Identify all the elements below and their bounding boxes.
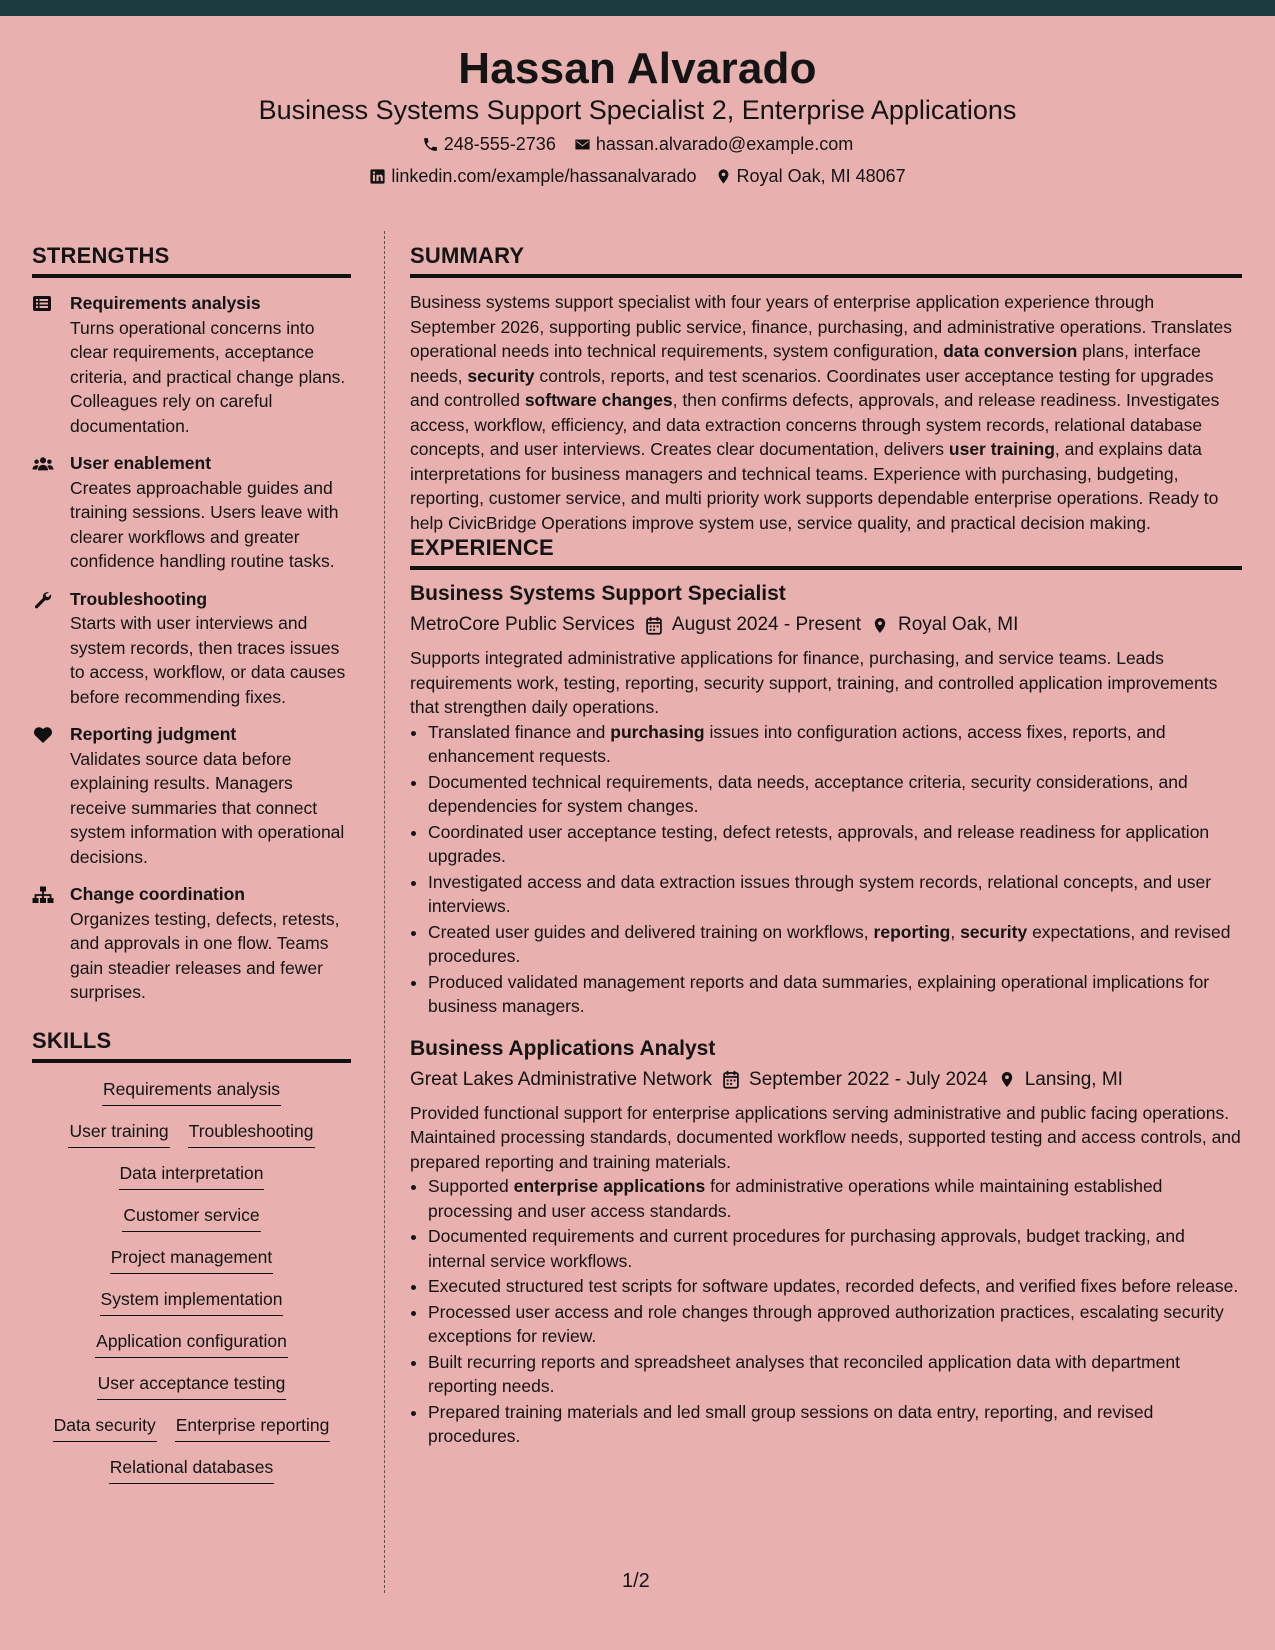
map-pin-icon bbox=[998, 1070, 1016, 1089]
emphasis-text: user training bbox=[948, 439, 1055, 459]
strength-item bbox=[32, 451, 351, 574]
skill-tag: Relational databases bbox=[109, 1455, 274, 1484]
map-pin-icon bbox=[715, 168, 732, 185]
strength-desc: Organizes testing, defects, retests, and approvals in one flow. Teams gain steadier releases and fewer surprises. bbox=[70, 908, 340, 1002]
job-entry bbox=[410, 1035, 1242, 1449]
column-divider bbox=[384, 231, 385, 1593]
job-bullet bbox=[428, 920, 1242, 969]
left-column bbox=[32, 243, 351, 1497]
emphasis-text: software changes bbox=[524, 390, 673, 410]
strength-desc: Turns operational concerns into clear requirements, acceptance criteria, and practical change plans. Colleagues rely on careful documentation. bbox=[70, 317, 346, 436]
emphasis-text: security bbox=[467, 365, 535, 386]
job-bullet bbox=[428, 1174, 1242, 1223]
calendar-icon bbox=[722, 1070, 740, 1089]
job-bullet bbox=[428, 720, 1242, 769]
text-run: Prepared training materials and led small group sessions on data entry, reporting, and revised procedures. bbox=[428, 1401, 1154, 1446]
map-pin-icon bbox=[871, 616, 889, 635]
text-run: Documented technical requirements, data needs, acceptance criteria, security considerations, and dependencies for system changes. bbox=[428, 771, 1188, 816]
skill-row bbox=[32, 1329, 351, 1358]
job-bullet bbox=[428, 1300, 1242, 1349]
skill-tag: User acceptance testing bbox=[97, 1371, 287, 1400]
text-run: for administrative operations while maintaining established processing and user access standards. bbox=[428, 1176, 1163, 1221]
skill-tag: Data interpretation bbox=[119, 1161, 265, 1190]
strength-title: Change coordination bbox=[70, 884, 245, 904]
job-location: Lansing, MI bbox=[1024, 1068, 1123, 1090]
skill-tag: System implementation bbox=[100, 1287, 284, 1316]
job-dates: September 2022 - July 2024 bbox=[749, 1068, 988, 1090]
text-run: Executed structured test scripts for software updates, recorded defects, and verified fixes before release. bbox=[428, 1276, 1239, 1296]
candidate-name: Hassan Alvarado bbox=[458, 44, 817, 93]
job-bullet bbox=[428, 870, 1242, 919]
skill-row bbox=[32, 1371, 351, 1400]
text-run: Built recurring reports and spreadsheet analyses that reconciled application data with department reporting needs. bbox=[428, 1351, 1180, 1396]
job-bullet bbox=[428, 970, 1242, 1019]
job-description: Provided functional support for enterprise applications serving administrative and public facing operations. Maintained processing standards, documented workflow needs, supported testing and access controls, and prepared reporting and training materials. bbox=[410, 1102, 1241, 1172]
text-run: Processed user access and role changes through approved authorization practices, escalating security exceptions for review. bbox=[428, 1301, 1224, 1346]
skill-row bbox=[32, 1077, 351, 1106]
wrench-icon bbox=[32, 591, 54, 609]
linkedin-contact[interactable] bbox=[369, 166, 696, 187]
strength-title: Troubleshooting bbox=[70, 588, 208, 609]
job-company: MetroCore Public Services bbox=[410, 614, 635, 635]
skill-tag: User training bbox=[68, 1119, 169, 1148]
users-icon bbox=[32, 455, 54, 473]
skill-row bbox=[32, 1455, 351, 1484]
linkedin-text: linkedin.com/example/hassanalvarado bbox=[391, 166, 697, 186]
strength-title: User enablement bbox=[70, 453, 212, 473]
job-bullet bbox=[428, 1400, 1242, 1449]
page-number: 1/2 bbox=[622, 1570, 650, 1592]
location-contact bbox=[715, 166, 906, 187]
strength-item bbox=[32, 722, 351, 869]
emphasis-text: purchasing bbox=[610, 721, 705, 742]
strength-item bbox=[32, 291, 351, 438]
resume-header bbox=[0, 16, 1275, 205]
text-run: Supported bbox=[428, 1176, 514, 1196]
job-title: Business Systems Support Specialist bbox=[410, 582, 786, 605]
strength-desc: Validates source data before explaining results. Managers receive summaries that connect system information with operational decisions. bbox=[70, 748, 345, 867]
text-run: plans, interface needs, bbox=[410, 341, 1201, 386]
email-contact[interactable] bbox=[574, 134, 853, 155]
text-run: , then confirms defects, approvals, and release readiness. Investigates access, workflow, efficiency, and data extraction concerns through system records, relational database concepts, and user interviews. Creates clear documentation, delivers bbox=[410, 390, 1220, 459]
strength-title: Reporting judgment bbox=[70, 724, 237, 744]
job-dates: August 2024 - Present bbox=[671, 614, 861, 635]
emphasis-text: data conversion bbox=[943, 341, 1078, 361]
contact-row-1 bbox=[0, 134, 1275, 155]
job-entry bbox=[410, 580, 1242, 1019]
heart-icon bbox=[32, 726, 54, 744]
skill-row bbox=[32, 1203, 351, 1232]
summary-heading: SUMMARY bbox=[410, 243, 1242, 278]
linkedin-icon bbox=[369, 168, 386, 185]
job-meta bbox=[410, 1067, 1242, 1093]
contact-row-2 bbox=[0, 166, 1275, 187]
text-run: , bbox=[950, 921, 961, 942]
list-icon bbox=[32, 295, 54, 313]
job-bullet bbox=[428, 1350, 1242, 1399]
text-run: expectations, and revised procedures. bbox=[428, 921, 1231, 966]
job-title: Business Applications Analyst bbox=[410, 1036, 716, 1060]
job-description: Supports integrated administrative applications for finance, purchasing, and service teams. Leads requirements work, testing, reporting, security support, training, and controlled application improvements that strengthen daily operations. bbox=[410, 648, 1218, 717]
job-bullet bbox=[428, 1224, 1242, 1273]
text-run: Documented requirements and current procedures for purchasing approvals, budget tracking, and internal service workflows. bbox=[428, 1226, 1185, 1271]
job-meta bbox=[410, 612, 1242, 638]
summary-text bbox=[410, 290, 1242, 535]
text-run: Translated finance and bbox=[428, 721, 611, 742]
phone-contact[interactable] bbox=[422, 134, 556, 155]
strength-item bbox=[32, 587, 351, 710]
skill-tag: Troubleshooting bbox=[188, 1119, 315, 1148]
skill-tag: Customer service bbox=[122, 1203, 260, 1232]
job-bullet bbox=[428, 1274, 1242, 1299]
location-text: Royal Oak, MI 48067 bbox=[736, 166, 906, 186]
emphasis-text: reporting bbox=[873, 921, 951, 942]
skill-row bbox=[32, 1413, 351, 1442]
strength-desc: Creates approachable guides and training sessions. Users leave with clearer workflows and greater confidence handling routine tasks. bbox=[70, 477, 339, 571]
top-accent-bar bbox=[0, 0, 1275, 16]
skill-tag: Requirements analysis bbox=[102, 1077, 281, 1106]
text-run: issues into configuration actions, access fixes, reports, and enhancement requests. bbox=[428, 721, 1166, 766]
emphasis-text: enterprise applications bbox=[513, 1176, 706, 1196]
text-run: controls, reports, and test scenarios. Coordinates user acceptance testing for upgrades and controlled bbox=[410, 365, 1214, 410]
skill-row bbox=[32, 1287, 351, 1316]
experience-heading: EXPERIENCE bbox=[410, 535, 1242, 570]
strengths-heading: STRENGTHS bbox=[32, 243, 351, 278]
strength-item bbox=[32, 882, 351, 1005]
job-location: Royal Oak, MI bbox=[898, 614, 1019, 635]
calendar-icon bbox=[645, 616, 663, 635]
candidate-title: Business Systems Support Specialist 2, Enterprise Applications bbox=[258, 95, 1017, 125]
envelope-icon bbox=[574, 136, 591, 153]
sitemap-icon bbox=[32, 886, 54, 904]
skill-tag: Data security bbox=[53, 1413, 157, 1442]
job-bullets bbox=[410, 720, 1242, 1019]
text-run: , and explains data interpretations for business managers and technical teams. Experience with purchasing, budgeting, reporting, customer service, and multi priority work supports dependable enterprise operations. Ready to help CivicBridge Operations improve system use, service quality, and practical decision making. bbox=[410, 439, 1219, 533]
skill-tag: Project management bbox=[110, 1245, 273, 1274]
strength-desc: Starts with user interviews and system records, then traces issues to access, workflow, or data causes before recommending fixes. bbox=[70, 613, 346, 707]
skill-row bbox=[32, 1245, 351, 1274]
emphasis-text: security bbox=[960, 921, 1028, 942]
job-bullet bbox=[428, 770, 1242, 819]
skills-list bbox=[32, 1077, 351, 1484]
text-run: Created user guides and delivered training on workflows, bbox=[428, 921, 874, 942]
phone-icon bbox=[422, 136, 439, 153]
text-run: Coordinated user acceptance testing, defect retests, approvals, and release readiness for application upgrades. bbox=[428, 821, 1210, 866]
skills-heading: SKILLS bbox=[32, 1028, 351, 1063]
job-bullet bbox=[428, 820, 1242, 869]
job-bullets bbox=[410, 1174, 1242, 1449]
right-column bbox=[410, 243, 1242, 1450]
skill-row bbox=[32, 1161, 351, 1190]
text-run: Investigated access and data extraction issues through system records, relational concepts, and user interviews. bbox=[428, 871, 1212, 916]
text-run: Business systems support specialist with four years of enterprise application experience through September 2026, supporting public service, finance, purchasing, and administrative operations. Translates operational needs into technical requirements, system configuration, bbox=[410, 292, 1232, 361]
skill-tag: Enterprise reporting bbox=[175, 1413, 331, 1442]
skill-tag: Application configuration bbox=[95, 1329, 288, 1358]
email-text: hassan.alvarado@example.com bbox=[595, 134, 854, 154]
strength-title: Requirements analysis bbox=[70, 293, 261, 313]
skill-row bbox=[32, 1119, 351, 1148]
phone-text: 248-555-2736 bbox=[443, 134, 556, 154]
text-run: Produced validated management reports and data summaries, explaining operational implications for business managers. bbox=[428, 971, 1210, 1016]
job-company: Great Lakes Administrative Network bbox=[410, 1068, 713, 1090]
